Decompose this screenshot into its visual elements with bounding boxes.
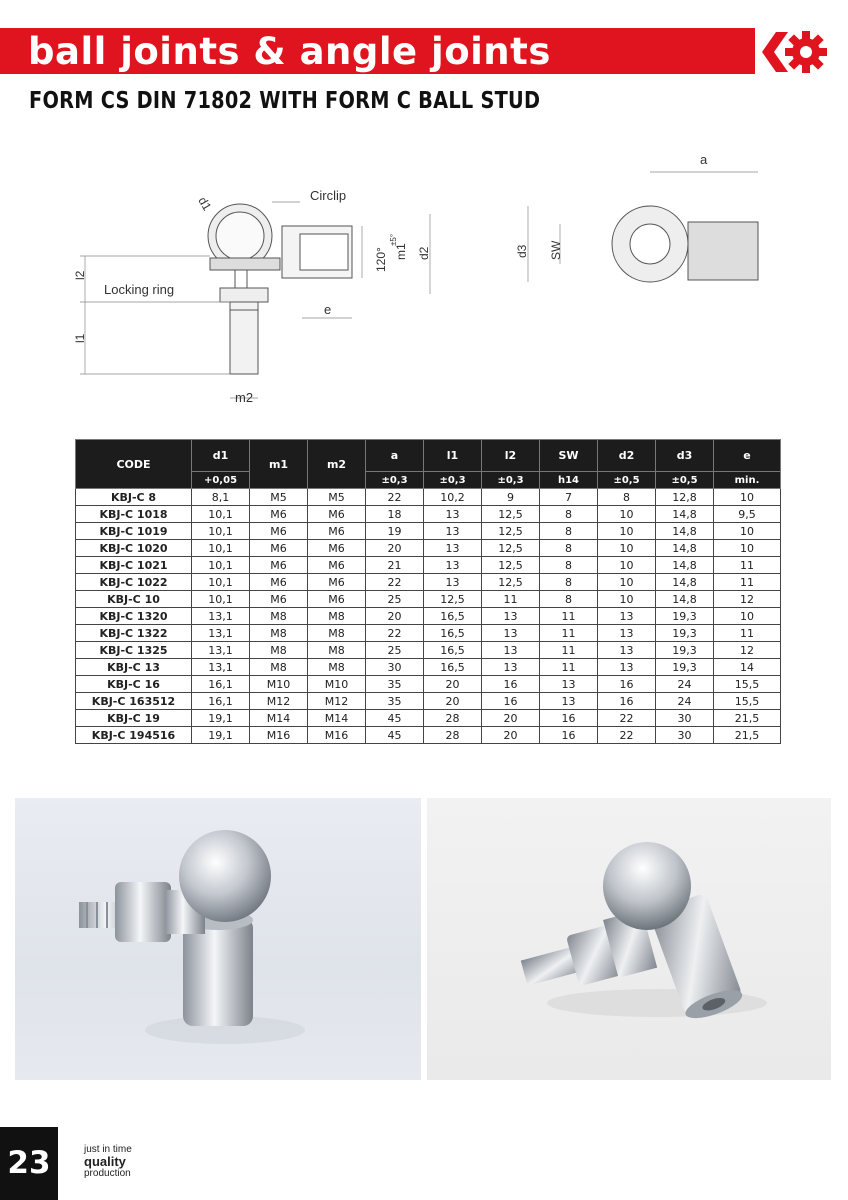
table-cell: 19,3 [656,642,714,659]
table-cell: 15,5 [714,676,781,693]
table-cell: 11 [714,625,781,642]
table-cell: 13 [424,506,482,523]
table-cell: 20 [366,608,424,625]
table-cell: 16 [482,676,540,693]
cell-code: KBJ-C 1322 [76,625,192,642]
table-cell: M8 [250,608,308,625]
table-cell: 16 [598,676,656,693]
table-cell: 30 [366,659,424,676]
table-cell: 12,5 [482,540,540,557]
cell-code: KBJ-C 1019 [76,523,192,540]
table-cell: 12 [714,591,781,608]
table-cell: 22 [598,727,656,744]
table-cell: 16,5 [424,608,482,625]
table-cell: 13 [598,625,656,642]
table-cell: 45 [366,710,424,727]
table-cell: 11 [714,574,781,591]
table-cell: M6 [250,574,308,591]
table-row [76,710,781,727]
d3-label: d3 [515,244,529,258]
table-cell: 13,1 [192,642,250,659]
spec-table [75,439,781,744]
table-cell: 20 [482,727,540,744]
table-cell: 13 [540,693,598,710]
table-cell: M12 [250,693,308,710]
table-cell: M6 [250,591,308,608]
cell-code: KBJ-C 1018 [76,506,192,523]
table-cell: 11 [540,659,598,676]
cell-code: KBJ-C 1020 [76,540,192,557]
m1-label: m1 [394,243,408,260]
table-cell: 10 [598,506,656,523]
cell-code: KBJ-C 1320 [76,608,192,625]
table-cell: 19,3 [656,625,714,642]
tagline [84,1144,132,1179]
ball-joint-photo-icon [15,798,421,1080]
tolerance-e: min. [714,472,781,489]
cell-code: KBJ-C 163512 [76,693,192,710]
header-a: a [366,440,424,472]
cell-code: KBJ-C 1325 [76,642,192,659]
table-cell: 13 [424,540,482,557]
table-cell: M10 [308,676,366,693]
header-d1: d1 [192,440,250,472]
table-cell: 8 [540,523,598,540]
table-cell: 13,1 [192,625,250,642]
tolerance-d2: ±0,5 [598,472,656,489]
table-cell: M6 [250,506,308,523]
table-cell: 22 [366,489,424,506]
table-row [76,727,781,744]
table-cell: 12,5 [424,591,482,608]
table-cell: 13 [482,625,540,642]
table-cell: 19,1 [192,710,250,727]
table-cell: 13,1 [192,608,250,625]
m2-label: m2 [235,390,254,405]
table-cell: 28 [424,727,482,744]
table-cell: 21,5 [714,710,781,727]
table-cell: 13 [482,659,540,676]
table-cell: 16,5 [424,625,482,642]
table-cell: 12,8 [656,489,714,506]
cell-code: KBJ-C 1022 [76,574,192,591]
locking-ring-label: Locking ring [104,282,175,297]
table-cell: M6 [250,557,308,574]
table-cell: 24 [656,693,714,710]
page-subtitle: FORM CS DIN 71802 WITH FORM C BALL STUD [29,88,541,114]
tolerance-d3: ±0,5 [656,472,714,489]
tolerance-l2: ±0,3 [482,472,540,489]
table-cell: 10 [714,608,781,625]
tolerance-d1: +0,05 [192,472,250,489]
table-cell: 30 [656,710,714,727]
e-label: e [324,302,332,317]
table-cell: M6 [308,574,366,591]
table-row [76,693,781,710]
table-cell: 10 [598,523,656,540]
table-cell: 13 [424,523,482,540]
page-number: 23 [0,1127,58,1200]
angle-label: 120° [374,247,388,272]
table-cell: 8 [540,591,598,608]
table-cell: M16 [308,727,366,744]
table-cell: 8 [540,506,598,523]
table-cell: 45 [366,727,424,744]
table-cell: 10,1 [192,591,250,608]
tagline-line-3: production [84,1168,131,1179]
table-cell: M14 [308,710,366,727]
table-cell: 14,8 [656,591,714,608]
table-cell: M5 [308,489,366,506]
table-cell: 10 [598,591,656,608]
circlip-label: Circlip [310,188,347,203]
table-cell: 14,8 [656,540,714,557]
table-cell: 14,8 [656,574,714,591]
table-cell: 22 [366,625,424,642]
table-cell: 12 [714,642,781,659]
table-row [76,659,781,676]
table-cell: 19,3 [656,659,714,676]
table-cell: 10 [598,574,656,591]
table-cell: 18 [366,506,424,523]
cell-code: KBJ-C 16 [76,676,192,693]
table-row [76,557,781,574]
header-m1: m1 [250,440,308,489]
table-cell: M14 [250,710,308,727]
table-cell: 13 [482,608,540,625]
table-cell: 13 [424,574,482,591]
table-cell: M16 [250,727,308,744]
d1-label: d1 [195,194,215,214]
table-cell: 21,5 [714,727,781,744]
table-cell: 9 [482,489,540,506]
table-cell: 19,3 [656,608,714,625]
header-d2: d2 [598,440,656,472]
l1-label: l1 [73,333,87,343]
table-row [76,625,781,642]
table-cell: 12,5 [482,557,540,574]
table-cell: 8 [540,540,598,557]
table-cell: 13 [598,608,656,625]
table-cell: 11 [540,625,598,642]
table-cell: 12,5 [482,506,540,523]
cell-code: KBJ-C 19 [76,710,192,727]
table-cell: M8 [250,625,308,642]
tolerance-sw: h14 [540,472,598,489]
cell-code: KBJ-C 8 [76,489,192,506]
table-cell: 16 [482,693,540,710]
table-cell: M8 [308,608,366,625]
table-body [76,489,781,744]
table-cell: 10,1 [192,540,250,557]
table-cell: 28 [424,710,482,727]
table-cell: 30 [656,727,714,744]
table-cell: 20 [424,676,482,693]
table-cell: 8 [540,574,598,591]
table-cell: M6 [308,540,366,557]
table-cell: 13 [598,642,656,659]
table-cell: 8 [598,489,656,506]
header-l1: l1 [424,440,482,472]
tolerance-l1: ±0,3 [424,472,482,489]
tolerance-a: ±0,3 [366,472,424,489]
table-cell: 19 [366,523,424,540]
table-cell: 12,5 [482,574,540,591]
table-cell: 10,1 [192,557,250,574]
table-cell: 10 [598,540,656,557]
table-cell: M8 [250,659,308,676]
table-cell: 16,5 [424,659,482,676]
d2-label: d2 [417,246,431,260]
table-row [76,540,781,557]
table-cell: 13 [540,676,598,693]
table-row [76,574,781,591]
cell-code: KBJ-C 13 [76,659,192,676]
table-cell: 10,1 [192,523,250,540]
table-cell: 16,1 [192,676,250,693]
table-cell: 22 [598,710,656,727]
table-cell: M6 [308,523,366,540]
table-cell: 13 [482,642,540,659]
table-cell: 12,5 [482,523,540,540]
table-cell: 25 [366,591,424,608]
table-cell: M5 [250,489,308,506]
header-d3: d3 [656,440,714,472]
table-cell: 10 [714,523,781,540]
table-cell: 22 [366,574,424,591]
table-cell: 20 [482,710,540,727]
table-cell: 10,1 [192,574,250,591]
table-cell: M6 [250,523,308,540]
table-cell: 8,1 [192,489,250,506]
cell-code: KBJ-C 1021 [76,557,192,574]
table-cell: 10,2 [424,489,482,506]
table-cell: 14 [714,659,781,676]
table-cell: 13,1 [192,659,250,676]
table-row [76,642,781,659]
header-sw: SW [540,440,598,472]
table-cell: 10 [714,540,781,557]
table-cell: M8 [308,625,366,642]
table-cell: M6 [308,557,366,574]
table-cell: M6 [308,591,366,608]
table-cell: 14,8 [656,557,714,574]
table-cell: 35 [366,693,424,710]
ball-joint-photo-icon [427,798,831,1080]
table-cell: M8 [308,642,366,659]
table-cell: M12 [308,693,366,710]
table-cell: 11 [482,591,540,608]
table-cell: 8 [540,557,598,574]
table-cell: 15,5 [714,693,781,710]
table-cell: 9,5 [714,506,781,523]
table-row [76,608,781,625]
table-cell: 16,5 [424,642,482,659]
header-m2: m2 [308,440,366,489]
header-l2: l2 [482,440,540,472]
tagline-line-1: just in time [84,1144,132,1155]
page-title: ball joints & angle joints [28,30,551,73]
a-label: a [700,152,708,167]
table-cell: 25 [366,642,424,659]
table-cell: M10 [250,676,308,693]
table-cell: 20 [424,693,482,710]
table-row [76,676,781,693]
table-cell: M8 [308,659,366,676]
table-cell: 21 [366,557,424,574]
gear-icon [758,24,832,80]
tagline-line-2: quality [84,1154,126,1169]
table-cell: 14,8 [656,506,714,523]
table-cell: 16 [540,727,598,744]
table-cell: 11 [540,608,598,625]
table-cell: 10 [714,489,781,506]
table-row [76,489,781,506]
table-cell: 16,1 [192,693,250,710]
table-header-row [76,440,781,472]
product-photo-left [15,798,421,1080]
angle-tolerance-label: ±5° [389,233,398,246]
table-cell: M6 [250,540,308,557]
technical-drawing [60,148,800,420]
table-cell: 11 [540,642,598,659]
table-cell: 19,1 [192,727,250,744]
table-cell: 20 [366,540,424,557]
table-cell: 10,1 [192,506,250,523]
table-cell: 13 [598,659,656,676]
table-cell: 7 [540,489,598,506]
header-e: e [714,440,781,472]
table-cell: 16 [598,693,656,710]
table-row [76,506,781,523]
cell-code: KBJ-C 10 [76,591,192,608]
product-photo-right [427,798,831,1080]
cell-code: KBJ-C 194516 [76,727,192,744]
table-cell: 13 [424,557,482,574]
sw-label: SW [549,240,563,260]
table-cell: 16 [540,710,598,727]
table-row [76,591,781,608]
table-cell: M6 [308,506,366,523]
l2-label: l2 [73,270,87,280]
table-cell: 14,8 [656,523,714,540]
table-cell: M8 [250,642,308,659]
table-cell: 10 [598,557,656,574]
header-code: CODE [76,440,192,489]
table-cell: 35 [366,676,424,693]
table-cell: 11 [714,557,781,574]
table-row [76,523,781,540]
table-cell: 24 [656,676,714,693]
